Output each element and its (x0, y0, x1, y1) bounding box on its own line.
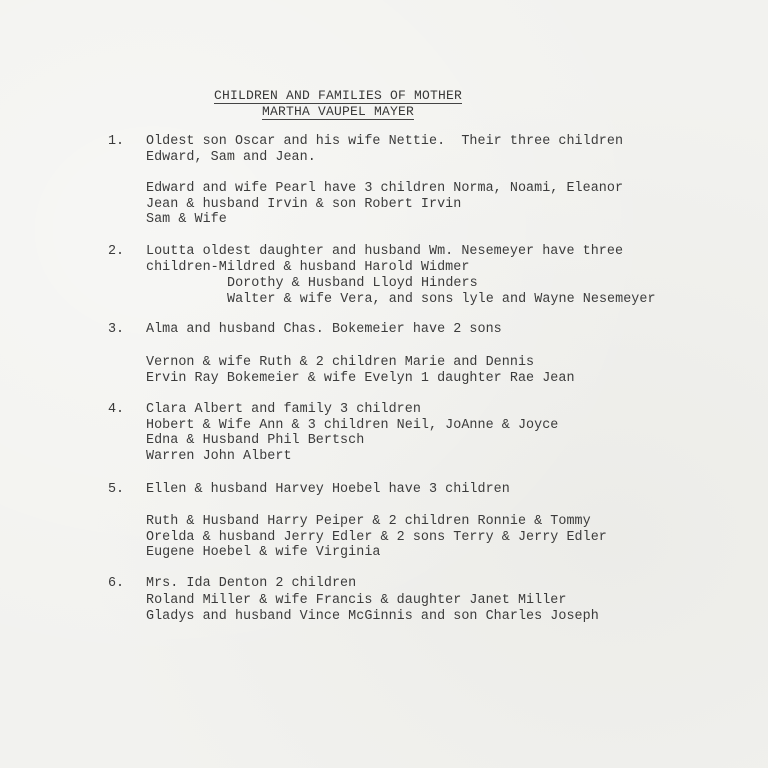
entry-5-line: Orelda & husband Jerry Edler & 2 sons Terry & Jerry Edler (146, 530, 607, 545)
entry-number-1: 1. (108, 134, 125, 149)
entry-6-line: Mrs. Ida Denton 2 children (146, 576, 357, 591)
entry-3-line: Alma and husband Chas. Bokemeier have 2 sons (146, 322, 502, 337)
title-text-2: MARTHA VAUPEL MAYER (261, 104, 415, 119)
entry-3-line: Vernon & wife Ruth & 2 children Marie and Dennis (146, 355, 535, 370)
entry-1-line: Oldest son Oscar and his wife Nettie. Their three children (146, 134, 624, 149)
title-text-1: CHILDREN AND FAMILIES OF MOTHER (213, 88, 463, 103)
entry-4-line: Warren John Albert (146, 449, 292, 464)
entry-1-line: Edward and wife Pearl have 3 children Norma, Noami, Eleanor (146, 181, 624, 196)
entry-number-5: 5. (108, 482, 125, 497)
entry-2-line: Loutta oldest daughter and husband Wm. Nesemeyer have three (146, 244, 624, 259)
entry-1-line: Jean & husband Irvin & son Robert Irvin (146, 197, 462, 212)
entry-5-line: Eugene Hoebel & wife Virginia (146, 545, 381, 560)
entry-4-line: Clara Albert and family 3 children (146, 402, 421, 417)
entry-6-line: Gladys and husband Vince McGinnis and son Charles Joseph (146, 609, 599, 624)
entry-5-line: Ellen & husband Harvey Hoebel have 3 children (146, 482, 510, 497)
document-title-line-2 (0, 104, 676, 120)
entry-2-line: children-Mildred & husband Harold Widmer (146, 260, 470, 275)
entry-2-line: Walter & wife Vera, and sons lyle and Wayne Nesemeyer (227, 292, 656, 307)
entry-5-line: Ruth & Husband Harry Peiper & 2 children Ronnie & Tommy (146, 514, 591, 529)
entry-3-line: Ervin Ray Bokemeier & wife Evelyn 1 daughter Rae Jean (146, 371, 575, 386)
entry-1-line: Sam & Wife (146, 212, 227, 227)
entry-number-6: 6. (108, 576, 125, 591)
entry-4-line: Hobert & Wife Ann & 3 children Neil, JoAnne & Joyce (146, 418, 559, 433)
entry-6-line: Roland Miller & wife Francis & daughter Janet Miller (146, 593, 567, 608)
entry-number-4: 4. (108, 402, 125, 417)
entry-1-line: Edward, Sam and Jean. (146, 150, 316, 165)
document-title-line-1 (0, 88, 676, 104)
entry-number-2: 2. (108, 244, 125, 259)
entry-2-line: Dorothy & Husband Lloyd Hinders (227, 276, 478, 291)
entry-number-3: 3. (108, 322, 125, 337)
entry-4-line: Edna & Husband Phil Bertsch (146, 433, 365, 448)
